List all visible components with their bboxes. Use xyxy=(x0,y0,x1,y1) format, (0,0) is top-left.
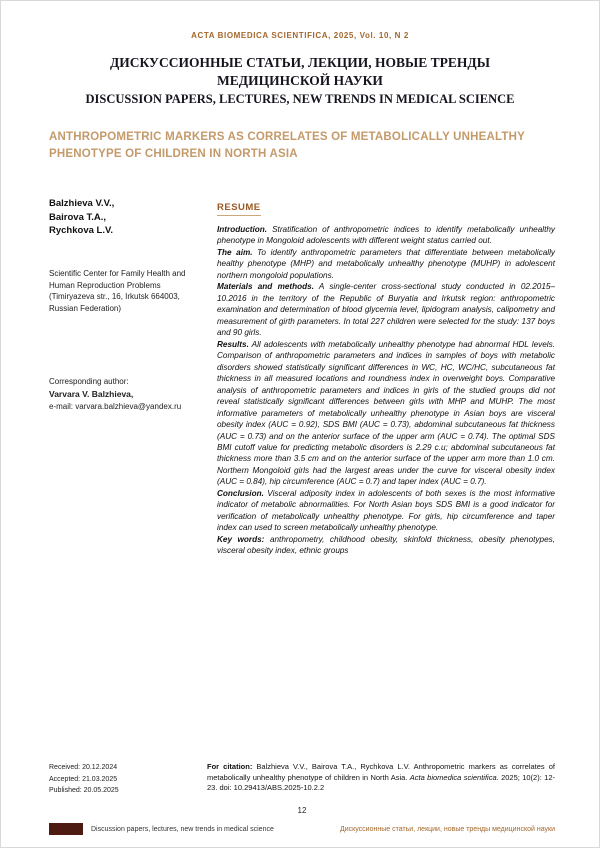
manuscript-dates xyxy=(49,762,119,796)
footer-row xyxy=(49,823,555,835)
citation-journal-name: Acta biomedica scientifica. xyxy=(409,772,499,782)
dates-citation-row xyxy=(49,762,555,796)
received-date: Received: 20.12.2024 xyxy=(49,764,118,772)
resume-column xyxy=(217,197,555,557)
citation-block xyxy=(207,762,555,794)
accepted-date: Accepted: 21.03.2025 xyxy=(49,775,118,783)
footer-maroon-tab xyxy=(49,823,83,835)
author-name: Rychkova L.V. xyxy=(49,225,114,237)
resume-paragraph-introduction xyxy=(217,224,555,247)
page-number: 12 xyxy=(297,806,307,815)
resume-paragraph-materials xyxy=(217,281,555,338)
citation-text: Balzhieva V.V., Bairova T.A., Rychkova L.V. Anthropometric markers as correlates of metabolically unhealthy phenotype of children in North Asia. xyxy=(207,762,555,782)
footer-section-english: Discussion papers, lectures, new trends in medical science xyxy=(91,825,274,833)
footer-section-russian: Дискуссионные статьи, лекции, новые тренды медицинской науки xyxy=(339,825,555,833)
paragraph-text: A single-center cross-sectional study conducted in 02.2015–10.2016 in the territory of the Republic of Buryatia and Irkutsk region: anthropometric examination and determination of blood glycemia level, lipidogram analysis, calipometry and measurement of girth parameters. In total 227 children were selected for the study: 137 boys and 90 girls. xyxy=(217,282,555,338)
journal-header-line: ACTA BIOMEDICA SCIENTIFICA, 2025, Vol. 10, N 2 xyxy=(191,31,409,40)
paragraph-text: To identify anthropometric parameters that differentiate between metabolically healthy phenotype (MHP) and metabolically unhealthy phenotype (MUHP) in adolescent northern mongoloid populations. xyxy=(217,247,555,280)
affiliation-text: Scientific Center for Family Health and Human Reproduction Problems (Timiryazeva str., 16, Irkutsk 664003, Russian Federation) xyxy=(49,269,186,313)
paragraph-text: Stratification of anthropometric indices to identify metabolically unhealthy phenotype in Mongoloid adolescents with different weight status carried out. xyxy=(217,224,555,246)
citation-doi: 2025; 10(2): 12-23. doi: 10.29413/ABS.2025-10.2.2 xyxy=(207,772,556,793)
section-title-russian: ДИСКУССИОННЫЕ СТАТЬИ, ЛЕКЦИИ, НОВЫЕ ТРЕНДЫ МЕДИЦИНСКОЙ НАУКИ xyxy=(110,55,490,89)
resume-heading: RESUME xyxy=(217,202,261,216)
article-title: ANTHROPOMETRIC MARKERS AS CORRELATES OF METABOLICALLY UNHEALTHY PHENOTYPE OF CHILDREN IN NORTH ASIA xyxy=(49,131,525,161)
paragraph-lead: Results. xyxy=(217,339,249,349)
citation-label: For citation: xyxy=(207,762,253,772)
corresponding-block xyxy=(49,376,199,413)
published-date: Published: 20.05.2025 xyxy=(49,786,119,794)
paragraph-lead: Conclusion. xyxy=(217,488,264,498)
author-name: Balzhieva V.V., xyxy=(49,197,115,209)
content-columns xyxy=(49,197,555,557)
resume-paragraph-aim xyxy=(217,247,555,281)
keywords-label: Key words: xyxy=(217,534,265,544)
paragraph-lead: Introduction. xyxy=(217,224,268,234)
paragraph-text: Visceral adiposity index in adolescents of both sexes is the most informative indicator of metabolic abnormalities. For North Asian boys SDS BMI is a good indicator for verification of metabolically unhealthy phenotype. For girls, hip circumference and taper index can used to screen metabolically unhealthy phenotype. xyxy=(217,488,555,533)
author-column xyxy=(49,197,199,557)
paragraph-text: All adolescents with metabolically unhealthy phenotype had abnormal HDL levels. Comparison of anthropometric parameters and indices in samples of boys with metabolic disorders showed statistically significant differences in WC, HC, WC/HC, subcutaneous fat thickness in all measured locations and roundness index in overweight boys. Comparative analysis of anthropometric parameters and indices in girls of the studied groups did not reveal statistically significant differences between girls with MHP and MUHP. The most informative parameters of metabolically unhealthy phenotype in Asian boys are visceral obesity index (AUC = 0.92), SDS BMI (AUC = 0.73), abdominal subcutaneous fat thickness (AUC = 0.73) and on the anterior surface of the upper arm (AUC = 0.74). The optimal SDS BMI cutoff value for predicting metabolic disorders is 2.29 c.u; abdominal subcutaneous fat thickness more than 3.5 cm and on the anterior surface of the upper arm more than 1.0 cm. Northern Mongoloid girls had the largest areas under the curve for visceral obesity index (AUC = 0.84), hip circumference (AUC = 0.7) and taper index (AUC = 0.7). xyxy=(217,339,555,487)
resume-paragraph-results xyxy=(217,339,555,488)
corresponding-name: Varvara V. Balzhieva, xyxy=(49,389,134,400)
corresponding-label: Corresponding author: xyxy=(49,377,129,387)
keywords-paragraph xyxy=(217,534,555,557)
bottom-block xyxy=(49,762,555,835)
author-name: Bairova T.A., xyxy=(49,211,107,223)
resume-paragraph-conclusion xyxy=(217,488,555,534)
corresponding-email-link[interactable]: e-mail: varvara.balzhieva@yandex.ru xyxy=(49,402,182,412)
keywords-text: anthropometry, childhood obesity, skinfold thickness, obesity phenotypes, visceral obesity index, ethnic groups xyxy=(217,534,555,556)
resume-body xyxy=(217,224,555,557)
section-title-english: DISCUSSION PAPERS, LECTURES, NEW TRENDS IN MEDICAL SCIENCE xyxy=(85,92,515,107)
paragraph-lead: The aim. xyxy=(217,247,253,257)
paragraph-lead: Materials and methods. xyxy=(217,282,314,292)
